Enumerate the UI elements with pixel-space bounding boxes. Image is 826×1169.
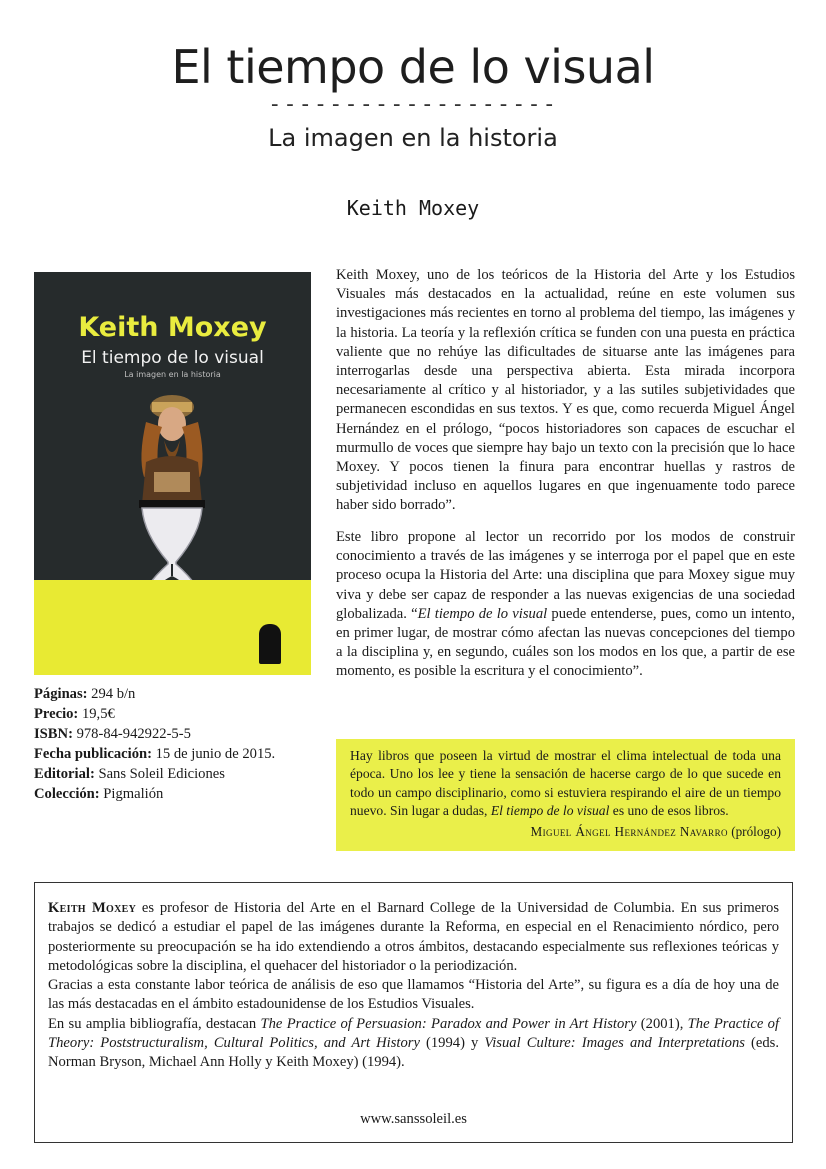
spec-date: Fecha publicación: 15 de junio de 2015. bbox=[34, 746, 276, 762]
page-title: El tiempo de lo visual bbox=[171, 40, 655, 94]
cover-title: El tiempo de lo visual bbox=[81, 348, 264, 368]
bio-paragraph-1: Keith Moxey es profesor de Historia del Arte en el Barnard College de la Universidad de Columbia. En sus primeros trabajos se dedicó a estudiar el papel de las imágenes durante la Reforma, en especial en el Renacimiento nórdico, pero posteriormente su preocupación se ha ido extendiendo a otros ámbitos, destacando especialmente sus reflexiones teóricas y metodológicas sobre la disciplina, el quehacer del historiador o la periodización. bbox=[48, 900, 779, 974]
bio-author-name: Keith Moxey bbox=[48, 900, 137, 916]
quote-attribution: Miguel Ángel Hernández Navarro (prólogo) bbox=[530, 824, 781, 840]
title-divider: ------------------- bbox=[268, 92, 558, 117]
cover-subtitle: La imagen en la historia bbox=[124, 370, 221, 379]
book-specs bbox=[34, 684, 324, 804]
spec-pages: Páginas: 294 b/n bbox=[34, 686, 136, 702]
spec-price: Precio: 19,5€ bbox=[34, 706, 115, 722]
author-bio-box bbox=[34, 882, 793, 1143]
spec-isbn: ISBN: 978-84-942922-5-5 bbox=[34, 726, 191, 742]
bio-paragraph-2: Gracias a esta constante labor teórica de análisis de eso que llamamos “Historia del Arte”, su figura es a día de hoy una de las más destacadas en el ámbito estadounidense de los Estudios Visuales. bbox=[48, 977, 779, 1013]
publisher-logo bbox=[259, 624, 281, 664]
quote-text: Hay libros que poseen la virtud de mostrar el clima intelectual de toda una época. Uno los lee y tiene la sensación de hacerse cargo de lo que sucede en todo un campo disciplinario, como si estuviera respirando el aire de un tiempo nuevo. Sin lugar a dudas, El tiempo de lo visual es uno de esos libros. bbox=[350, 748, 781, 818]
cover-author: Keith Moxey bbox=[78, 312, 267, 343]
description-paragraph-1: Keith Moxey, uno de los teóricos de la Historia del Arte y los Estudios Visuales más destacados en la actualidad, reúne en este volumen sus investigaciones más recientes en torno al problema del tiempo, las imágenes y la historia. La teoría y la reflexión crítica se funden con una puesta en práctica valiente que no rehúye las dificultades de situarse ante las imágenes para interrogarlas desde una perspectiva abierta. Esta mirada incorpora necesariamente al crítico y al historiador, y a las sutiles subjetividades que permanecen escondidas en sus textos. Y es que, como recuerda Miguel Ángel Hernández en el prólogo, “pocos historiadores son capaces de escuchar el murmullo de voces que siempre hay bajo un texto con la precisión que lo hace Moxey. Y pocos tienen la finura para encontrar huellas y rastros de subjetividad incluso en aquellos lugares en que ingenuamente todo parece haber sido borrado”. bbox=[336, 267, 795, 514]
spec-publisher: Editorial: Sans Soleil Ediciones bbox=[34, 766, 225, 782]
page-author: Keith Moxey bbox=[346, 196, 480, 220]
spec-collection: Colección: Pigmalión bbox=[34, 786, 164, 802]
bio-paragraph-3: En su amplia bibliografía, destacan The Practice of Persuasion: Paradox and Power in Art History (2001), The Practice of Theory: Poststructuralism, Cultural Politics, and Art History (1994) y Visual Culture: Images and Interpretations (eds. Norman Bryson, Michael Ann Holly y Keith Moxey) (1994). bbox=[48, 1015, 780, 1071]
page-subtitle: La imagen en la historia bbox=[268, 124, 558, 152]
book-cover bbox=[34, 272, 311, 675]
description-paragraph-2: Este libro propone al lector un recorrido por los modos de construir conocimiento a través de las imágenes y se interroga por el papel que en este proceso ocupa la Historia del Arte: una disciplina que para Moxey sigue muy viva y debe ser capaz de responder a las nuevas exigencias de una sociedad globalizada. “El tiempo de lo visual puede entenderse, pues, como un intento, en primer lugar, de mostrar cómo afectan las nuevas concepciones del tiempo a la disciplina y, en segundo, cuáles son los modos en los que, a partir de ese momento, es posible la escritura y el conocimiento”. bbox=[336, 529, 795, 680]
quote-box bbox=[336, 739, 795, 851]
book-title-italic: El tiempo de lo visual bbox=[417, 605, 548, 622]
publisher-website-link[interactable]: www.sanssoleil.es bbox=[360, 1111, 467, 1127]
